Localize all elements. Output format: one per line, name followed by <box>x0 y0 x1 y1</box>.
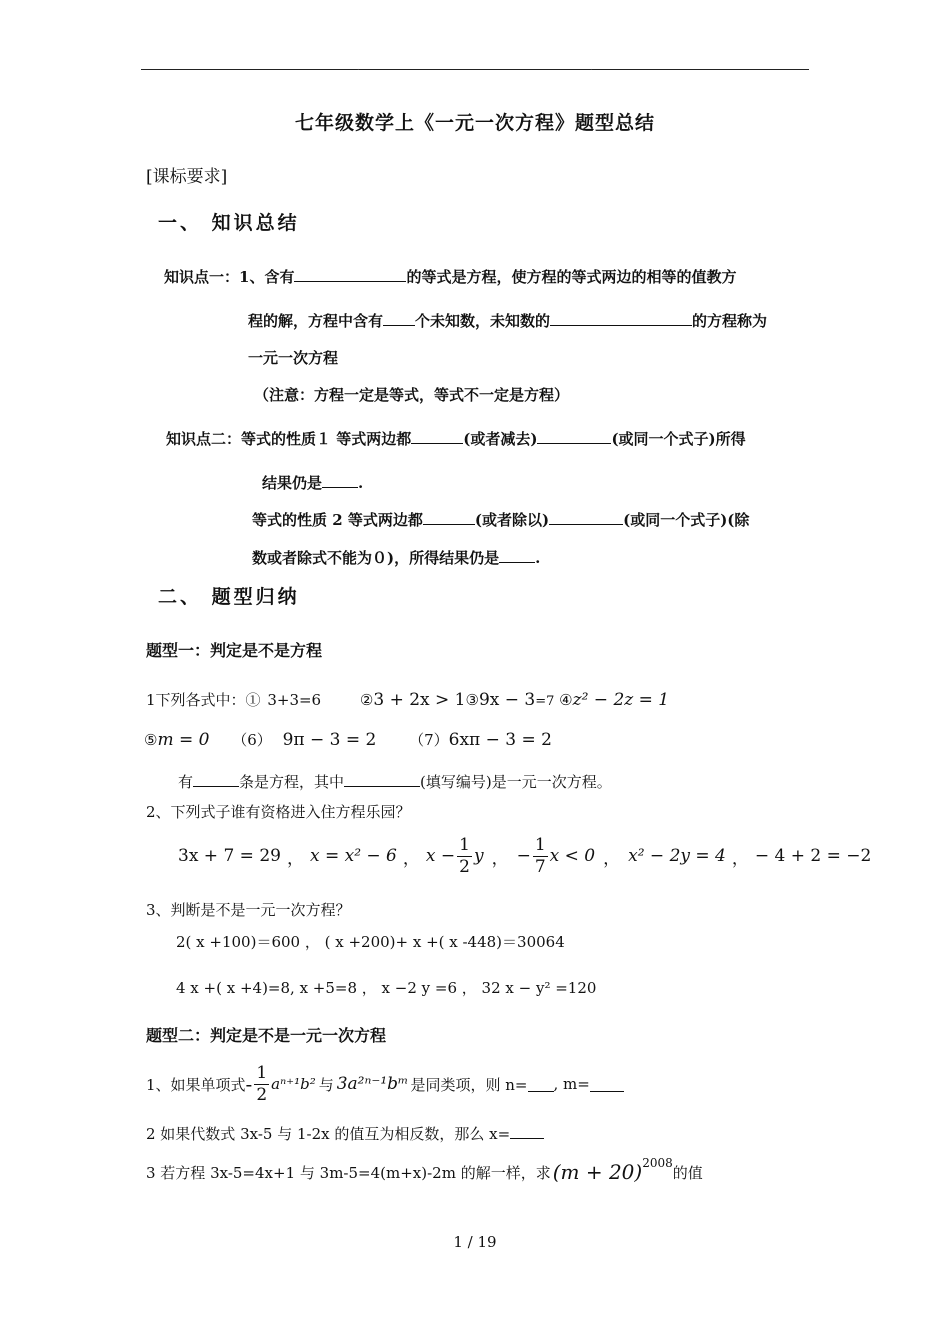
q-text: 2 如果代数式 3x-5 与 1-2x 的值互为相反数，那么 x= <box>146 1125 511 1143</box>
expression: x < 0 <box>549 846 596 866</box>
equation: =7 <box>535 694 555 709</box>
kp2-text: 等式的性质 2 等式两边都 <box>252 511 423 529</box>
blank <box>499 548 535 563</box>
numerator: 1 <box>534 834 546 855</box>
blank <box>344 772 420 787</box>
expression: − <box>516 846 531 866</box>
page-number: 1 / 19 <box>453 1233 497 1251</box>
type1-q1-line1 <box>146 689 669 710</box>
type1-q3-row2: 4 x +( x +4)=8, x +5=8 ， x −2 y =6 ， 32 x − y² =120 <box>176 979 597 997</box>
page-title: 七年级数学上《一元一次方程》题型总结 <box>294 112 655 134</box>
kp2-text: (或同一个式子)(除 <box>623 511 750 529</box>
separator: ， <box>286 848 304 869</box>
blank <box>193 772 239 787</box>
type2-q1 <box>146 1058 624 1110</box>
equation: 9x − 3 <box>478 690 536 710</box>
type2-q3 <box>146 1157 703 1187</box>
header-dot: . <box>357 63 360 72</box>
section-1-heading: 一、 知识总结 <box>158 212 300 234</box>
q1-text: (填写编号)是一元一次方程。 <box>420 773 612 791</box>
q-text: 与 <box>318 1075 334 1094</box>
blank <box>322 473 358 488</box>
kp2-text: . <box>358 474 364 492</box>
minus-sign: - <box>245 1072 253 1096</box>
monomial: aⁿ⁺¹b² <box>271 1075 316 1093</box>
header-rule <box>141 69 809 70</box>
kp1-text: 程的解，方程中含有 <box>248 312 384 330</box>
kp1-text: 的方程称为 <box>692 312 768 330</box>
numerator: 1 <box>459 834 470 855</box>
kp2-text: 等式的性质１ 等式两边都 <box>241 430 412 448</box>
denominator: 7 <box>534 856 546 877</box>
header-dot: . <box>590 63 593 72</box>
item-number: （7） <box>409 731 449 749</box>
type1-q1-line3 <box>178 771 612 792</box>
kp1-line3: 一元一次方程 <box>248 349 339 367</box>
standard-label: [课标要求] <box>146 167 228 187</box>
kp2-text: (或者减去) <box>463 430 538 448</box>
numerator: 1 <box>256 1062 268 1083</box>
item-number: （6） <box>232 731 272 749</box>
equation: z² − 2z = 1 <box>572 690 670 710</box>
expression: x = x² − 6 <box>309 846 397 866</box>
blank <box>423 510 475 525</box>
type1-q3-text: 3、判断是不是一元一次方程？ <box>146 901 351 919</box>
separator: ， <box>402 848 420 869</box>
separator: ， <box>731 848 749 869</box>
denominator: 2 <box>459 856 470 877</box>
separator: ， <box>603 848 621 869</box>
blank <box>510 1124 544 1139</box>
equation: 3 + 2x > 1 <box>373 690 466 710</box>
section-2-heading: 二、 题型归纳 <box>158 586 300 608</box>
kp2-text: . <box>535 549 541 567</box>
type1-q3-row1: 2( x +100)＝600 ， ( x +200)+ x +( x -448)＝30064 <box>176 933 565 951</box>
q1-lead: 1下列各式中：① <box>146 691 261 709</box>
equation: 6xπ − 3 = 2 <box>448 730 552 750</box>
type1-q2-expressions <box>178 830 871 882</box>
blank <box>549 510 623 525</box>
expression: − 4 + 2 = −2 <box>754 846 872 866</box>
blank <box>590 1077 624 1092</box>
exponent: 2008 <box>642 1156 673 1170</box>
fraction <box>254 1062 269 1105</box>
kp2-line2 <box>262 472 363 493</box>
kp2-line3 <box>252 509 749 530</box>
kp2-text: 数或者除式不能为０)，所得结果仍是 <box>252 549 500 567</box>
expression: x − <box>425 846 456 866</box>
kp1-label: 知识点一： <box>164 268 240 286</box>
type1-q1-line2 <box>144 729 552 750</box>
kp2-line4 <box>252 547 540 568</box>
equation: m = 0 <box>157 730 210 750</box>
expression: y <box>473 846 484 866</box>
type2-q2 <box>146 1123 544 1144</box>
kp1-text: 个未知数，未知数的 <box>415 312 551 330</box>
q1-text: 条是方程，其中 <box>239 773 345 791</box>
q-text: , m= <box>553 1075 590 1093</box>
circled-number: ④ <box>559 691 573 709</box>
blank <box>294 267 406 282</box>
kp1-line2 <box>248 310 767 331</box>
q-text: 1、如果单项式 <box>146 1075 246 1094</box>
q1-text: 有 <box>178 773 194 791</box>
kp2-text: (或者除以) <box>474 511 550 529</box>
circled-number: ③ <box>465 691 479 709</box>
blank <box>537 429 611 444</box>
kp2-label: 知识点二： <box>166 430 242 448</box>
q-text: 是同类项，则 n= <box>410 1075 528 1094</box>
fraction <box>533 834 548 877</box>
expression: 3x + 7 = 29 <box>178 846 281 866</box>
equation: 9π − 3 = 2 <box>282 730 377 750</box>
type1-heading: 题型一：判定是不是方程 <box>146 641 323 660</box>
fraction <box>457 834 472 877</box>
kp1-text: 的等式是方程，使方程的等式两边的相等的值教方 <box>406 268 737 286</box>
circled-number: ② <box>359 691 374 709</box>
circled-number: ⑤ <box>144 731 158 749</box>
denominator: 2 <box>256 1084 268 1105</box>
q-text: 3 若方程 3x-5=4x+1 与 3m-5=4(m+x)-2m 的解一样，求 <box>146 1163 551 1182</box>
expression: x² − 2y = 4 <box>628 846 726 866</box>
kp1-note: （注意：方程一定是等式，等式不一定是方程） <box>254 386 570 404</box>
blank <box>550 311 692 326</box>
type2-heading: 题型二：判定是不是一元一次方程 <box>146 1026 387 1045</box>
kp2-text: 结果仍是 <box>262 474 323 492</box>
monomial: 3a²ⁿ⁻¹bᵐ <box>336 1074 409 1094</box>
blank <box>383 311 415 326</box>
equation: 3+3=6 <box>267 691 322 709</box>
expression: (m + 20) <box>552 1160 643 1184</box>
type1-q2-text: 2、下列式子谁有资格进入住方程乐园？ <box>146 803 411 821</box>
kp2-line1 <box>166 428 746 449</box>
q-text: 的值 <box>672 1163 703 1182</box>
blank <box>411 429 463 444</box>
kp1-text: 1、含有 <box>239 268 295 286</box>
kp1-line1 <box>164 266 736 287</box>
separator: ， <box>491 848 509 869</box>
kp2-text: (或同一个式子)所得 <box>611 430 746 448</box>
blank <box>528 1077 554 1092</box>
